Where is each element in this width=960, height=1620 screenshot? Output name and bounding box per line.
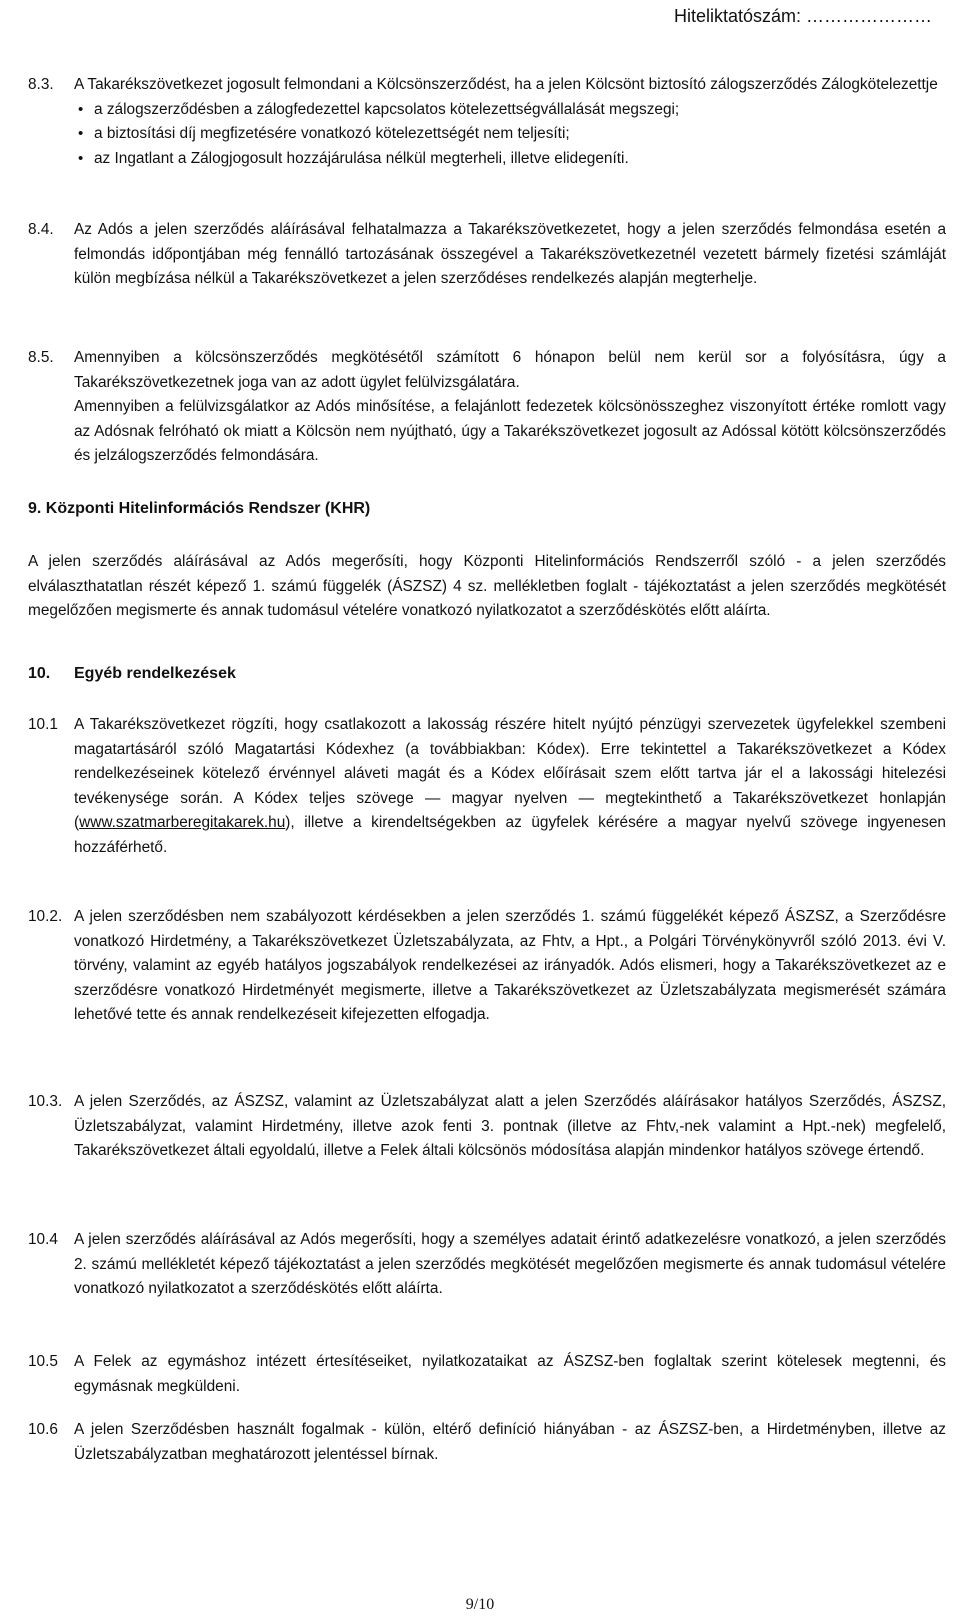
clause-number: 8.3. <box>28 76 54 93</box>
bullet-list <box>74 98 944 172</box>
page-number: 9/10 <box>465 1596 495 1613</box>
clause-8-5 <box>28 346 946 469</box>
clause-number: 8.5. <box>28 349 54 366</box>
clause-text: A jelen Szerződés, az ÁSZSZ, valamint az Üzletszabályzat alatt a jelen Szerződés aláírásakor hatályos Szerződés, ÁSZSZ, Üzletszabályzat, valamint Hirdetmény, illetve azok fenti 3. pontnak (illetve az Fhtv,-nek valamint a Hpt.-nek) megfelelő, Takarékszövetkezet általi egyoldalú, illetve a Felek általi kölcsönös módosítása alapján mindenkor hatályos szövege értendő. <box>74 1093 946 1159</box>
clause-number: 10.1 <box>28 716 58 733</box>
heading-title: Egyéb rendelkezések <box>74 665 236 682</box>
clause-intro: A Takarékszövetkezet jogosult felmondani a Kölcsönszerződést, ha a jelen Kölcsönt biztosító zálogszerződés Zálogkötelezettje <box>74 76 938 93</box>
clause-text: A jelen szerződés aláírásával az Adós megerősíti, hogy Központi Hitelinformációs Rendszerről szóló - a jelen szerződés elválaszthatatlan részét képező 1. számú függelék (ÁSZSZ) 4 sz. mellékletben foglalt - tájékoztatást a jelen szerződés megkötését megelőzően megismerte és annak tudomásul vételére vonatkozó nyilatkozatot a szerződéskötés előtt aláírta. <box>28 553 946 619</box>
clause-10-5 <box>28 1350 946 1399</box>
clause-8-3 <box>28 73 944 171</box>
clause-text: A jelen szerződésben nem szabályozott kérdésekben a jelen szerződés 1. számú függelékét képező ÁSZSZ, a Szerződésre vonatkozó Hirdetmény, a Takarékszövetkezet Üzletszabályzata, az Fhtv, a Hpt., a Polgári Törvénykönyvről szóló 2013. évi V. törvény, valamint az egyéb hatályos jogszabályok rendelkezései az irányadók. Adós elismeri, hogy a Takarékszövetkezet az e szerződésre vonatkozó Hirdetményét megismerte, illetve a Takarékszövetkezet az Üzletszabályzata megismerését számára lehetővé tette és annak rendelkezéseit kifejezetten elfogadja. <box>74 908 946 1023</box>
clause-text: Amennyiben a felülvizsgálatkor az Adós minősítése, a felajánlott fedezetek kölcsönösszeghez viszonyított értéke romlott vagy az Adósnak felróható ok miatt a Kölcsön nem nyújtható, úgy a Takarékszövetkezet jogosult az Adóssal kötött kölcsönszerződés és jelzálogszerződés felmondására. <box>74 398 946 464</box>
clause-8-4 <box>28 218 946 292</box>
clause-number: 10.5 <box>28 1353 58 1370</box>
bullet-item: • a biztosítási díj megfizetésére vonatkozó kötelezettségét nem teljesíti; <box>74 122 944 147</box>
clause-text: A Felek az egymáshoz intézett értesítéseiket, nyilatkozataikat az ÁSZSZ-ben foglaltak szerint kötelesek megtenni, és egymásnak megküldeni. <box>74 1353 946 1395</box>
clause-10-6 <box>28 1418 946 1467</box>
clause-10-3 <box>28 1090 946 1164</box>
clause-number: 10.6 <box>28 1421 58 1438</box>
clause-text: Az Adós a jelen szerződés aláírásával felhatalmazza a Takarékszövetkezetet, hogy a jelen szerződés felmondása esetén a felmondás időpontjában még fennálló tartozásának összegével a Takarékszövetkezetnél vezetett bármely fizetési számláját külön megbízása nélkül a Takarékszövetkezet a jelen szerződéses rendelkezés alapján megterhelje. <box>74 221 946 287</box>
clause-text: Amennyiben a kölcsönszerződés megkötésétől számított 6 hónapon belül nem kerül sor a folyósításra, úgy a Takarékszövetkezetnek joga van az adott ügylet felülvizsgálatára. <box>74 349 946 391</box>
bullet-item: • az Ingatlant a Zálogjogosult hozzájárulása nélkül megterheli, illetve elidegeníti. <box>74 147 944 172</box>
website-link[interactable]: www.szatmarberegitakarek.hu <box>79 814 286 831</box>
clause-10-4 <box>28 1228 946 1302</box>
clause-text: A jelen szerződés aláírásával az Adós megerősíti, hogy a személyes adatait érintő adatkezelésre vonatkozó, a jelen szerződés 2. számú mellékletét képező tájékoztatást a jelen szerződés megkötését megelőzően megismerte és annak tudomásul vételére vonatkozó nyilatkozatot a szerződéskötés előtt aláírta. <box>74 1231 946 1297</box>
clause-text: A jelen Szerződésben használt fogalmak - külön, eltérő definíció hiányában - az ÁSZSZ-ben, a Hirdetményben, illetve az Üzletszabályzatban meghatározott jelentéssel bírnak. <box>74 1421 946 1463</box>
heading-number: 10. <box>28 665 51 682</box>
clause-number: 10.3. <box>28 1093 63 1110</box>
clause-10-1 <box>28 713 946 860</box>
clause-number: 8.4. <box>28 221 54 238</box>
clause-10-2 <box>28 905 946 1028</box>
clause-number: 10.2. <box>28 908 63 925</box>
clause-text: A Takarékszövetkezet rögzíti, hogy csatlakozott a lakosság részére hitelt nyújtó pénzügyi szervezetek ügyfelekkel szembeni magatartásáról szóló Magatartási Kódexhez (a továbbiakban: Kódex). Erre tekintettel a Takarékszövetkezet a Kódex rendelkezéseinek kötelező érvénnyel aláveti magát és a Kódex előírásait szem előtt tartva jár el a lakossági hitelezési tevékenysége során. A Kódex teljes szövege — magyar nyelven — megtekinthető a Takarékszövetkezet honlapján (www.szatmarberegitakarek.hu), illetve a kirendeltségekben az ügyfelek kérésére a magyar nyelvű szövege ingyenesen hozzáférhető. <box>74 716 946 856</box>
section-9-text <box>28 550 946 624</box>
heading-title: 9. Központi Hitelinformációs Rendszer (KHR) <box>28 500 371 517</box>
section-heading-10 <box>28 665 236 683</box>
bullet-item: • a zálogszerződésben a zálogfedezettel kapcsolatos kötelezettségvállalását megszegi; <box>74 98 944 123</box>
clause-number: 10.4 <box>28 1231 58 1248</box>
header-reference-number: Hiteliktatószám: ………………… <box>673 6 932 26</box>
section-heading-9 <box>28 500 370 518</box>
